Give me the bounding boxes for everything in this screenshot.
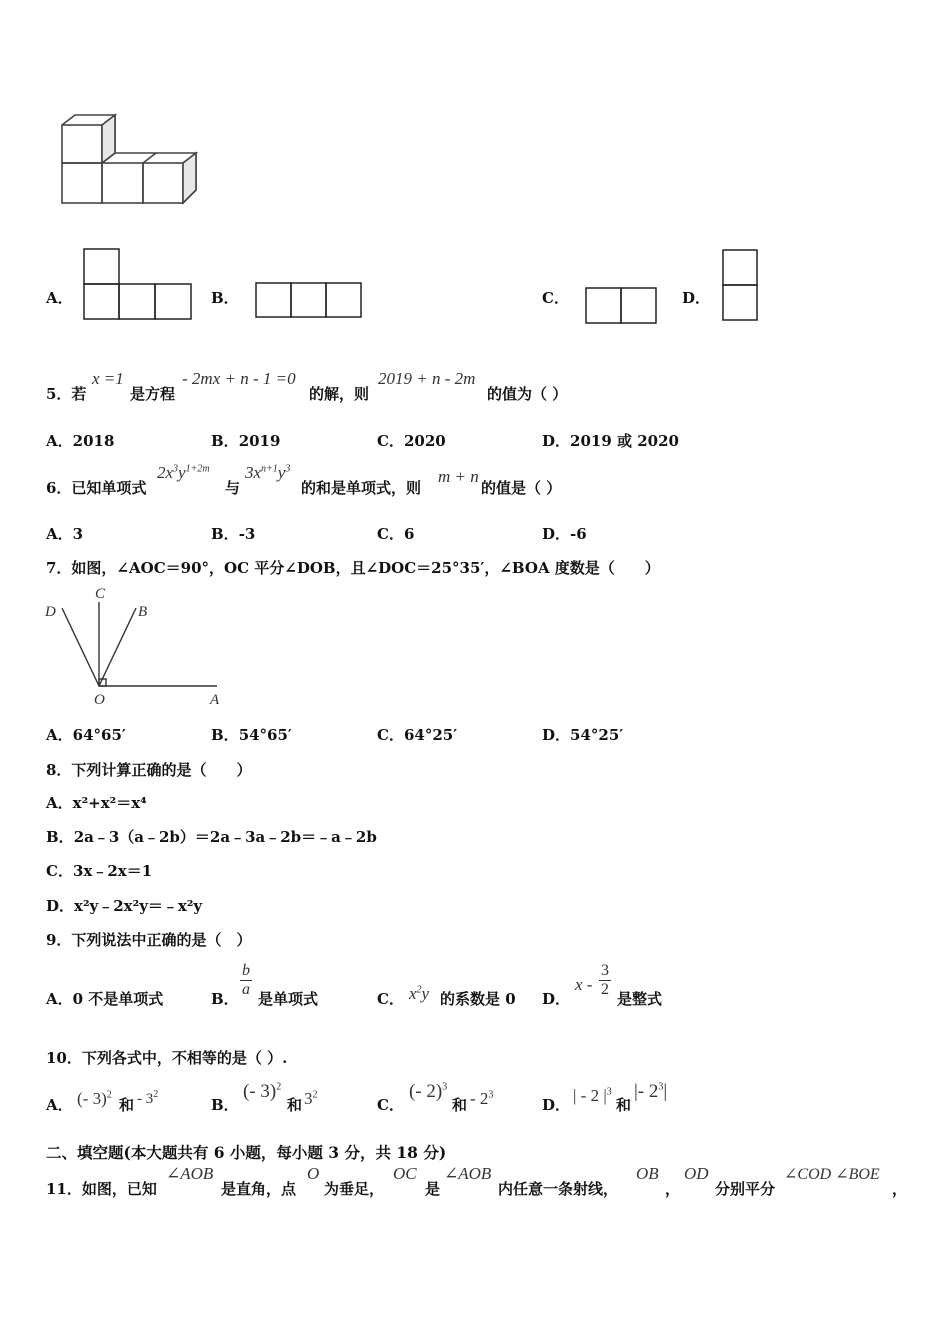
q10-option-b-and: 和 — [287, 1096, 303, 1114]
label-o: O — [94, 692, 105, 708]
q11-t2: 为垂足， — [324, 1180, 385, 1198]
q6-monomial-1: $2x^3y^{1+2m}$ — [157, 463, 210, 482]
option-value: 2020 — [403, 432, 446, 450]
q4-option-a-label[interactable]: A． — [46, 289, 73, 307]
q7-option-d[interactable]: D．54°25′ — [542, 726, 624, 744]
q11-e1: ∠AOB — [166, 1164, 214, 1183]
q10-option-c-and: 和 — [452, 1096, 468, 1114]
q6-text1: 与 — [225, 479, 241, 497]
q5-text1: 是方程 — [130, 385, 176, 403]
q6-monomial-2: $3x^{n+1}y^3$ — [245, 463, 291, 482]
option-value: 2019 或 2020 — [570, 432, 679, 450]
q10-option-a-and: 和 — [119, 1096, 135, 1114]
q4-option-d-figure[interactable] — [722, 249, 760, 323]
label-d: D — [45, 604, 56, 620]
option-label: C． — [377, 432, 404, 450]
q5-option-d[interactable] — [542, 430, 679, 451]
q11-e7: ∠COD ∠BOE — [784, 1166, 880, 1183]
q5-expr2: - 2mx + n - 1 =0 — [182, 369, 296, 388]
q9-option-d-math: x - — [575, 975, 593, 994]
q9-option-a[interactable]: A．0 不是单项式 — [46, 990, 164, 1008]
q7-text: 7．如图，∠AOC＝90°，OC 平分∠DOB，且∠DOC＝25°35′，∠BOA 度数是（ ） — [46, 559, 660, 577]
q7-angle-figure — [42, 584, 232, 709]
q11-t4: 内任意一条射线， — [498, 1180, 619, 1198]
q4-option-c-figure[interactable] — [585, 287, 659, 325]
q4-option-b-label[interactable]: B． — [211, 289, 239, 307]
q11-e5: OB — [636, 1164, 659, 1183]
q10-option-c-label[interactable]: C． — [377, 1096, 404, 1114]
q9-option-b-label[interactable]: B． — [211, 990, 239, 1008]
q7-option-c[interactable]: C．64°25′ — [377, 726, 458, 744]
q4-option-a-figure[interactable] — [83, 248, 193, 322]
q6-option-b[interactable]: B．-3 — [211, 525, 256, 543]
cube-solid-figure — [55, 110, 205, 210]
q6-number: 6．已知单项式 — [46, 479, 147, 497]
q11-t6: 分别平分 — [715, 1180, 776, 1198]
q10-option-b-right: $3^2$ — [304, 1089, 318, 1108]
q8-text: 8．下列计算正确的是（ ） — [46, 761, 252, 779]
q9-option-d-label[interactable]: D． — [542, 990, 571, 1008]
q10-option-a-label[interactable]: A． — [46, 1096, 73, 1114]
q10-option-d-and: 和 — [616, 1096, 632, 1114]
q5-option-c[interactable] — [377, 430, 446, 451]
q8-option-d[interactable]: D．x²y﹣2x²y＝﹣x²y — [46, 897, 203, 915]
option-label: A． — [46, 432, 73, 450]
q4-option-c-label[interactable]: C． — [542, 289, 569, 307]
q7-option-b[interactable]: B．54°65′ — [211, 726, 292, 744]
q4-option-b-figure[interactable] — [255, 282, 365, 320]
q6-expr: m + n — [438, 467, 479, 486]
q11-t5: ， — [665, 1180, 681, 1198]
q10-option-a-right: - $3^2$ — [137, 1089, 159, 1107]
q5-option-b[interactable] — [211, 430, 280, 451]
q9-option-b-fraction: $\frac{b}{a}$ — [242, 962, 250, 998]
q10-option-d-label[interactable]: D． — [542, 1096, 571, 1114]
q6-option-c[interactable]: C．6 — [377, 525, 415, 543]
q4-option-d-label[interactable]: D． — [682, 289, 711, 307]
q10-option-d-right: |- $2^3|$ — [634, 1081, 668, 1102]
q9-text: 9．下列说法中正确的是（ ） — [46, 931, 252, 949]
option-value: 2018 — [72, 432, 115, 450]
section-2-title: 二、填空题(本大题共有 6 小题，每小题 3 分，共 18 分) — [46, 1143, 447, 1162]
q9-option-c-text: 的系数是 0 — [440, 990, 516, 1008]
q6-text3: 的值是（ ） — [481, 479, 562, 497]
q11-e6: OD — [684, 1164, 709, 1183]
q9-option-c-label[interactable]: C． — [377, 990, 404, 1008]
q10-option-c-right: - $2^3$ — [470, 1089, 494, 1108]
q9-option-c-math: $x^2y$ — [409, 984, 430, 1003]
q11-e3: OC — [393, 1164, 417, 1183]
q9-option-d-fraction: $\frac{3}{2}$ — [601, 962, 609, 998]
q9-option-d-text: 是整式 — [617, 990, 663, 1008]
q8-option-a[interactable]: A．x²+x²＝x⁴ — [46, 794, 147, 812]
q6-text2: 的和是单项式，则 — [301, 479, 422, 497]
q10-option-b-left: (- 3)$^2$ — [243, 1081, 282, 1102]
q10-option-d-left: | - 2 $|^3$ — [573, 1086, 612, 1105]
q8-option-b[interactable]: B．2a﹣3（a﹣2b）＝2a﹣3a﹣2b＝﹣a﹣2b — [46, 828, 377, 846]
option-value: 2019 — [238, 432, 281, 450]
q11-number: 11．如图，已知 — [46, 1180, 157, 1198]
q11-e4: ∠AOB — [444, 1164, 492, 1183]
option-label: B． — [211, 432, 239, 450]
q5-option-a[interactable] — [46, 430, 114, 451]
q8-option-c[interactable]: C．3x﹣2x＝1 — [46, 862, 153, 880]
q10-option-b-label[interactable]: B． — [211, 1096, 239, 1114]
q5-expr1: x =1 — [92, 369, 124, 388]
q10-option-c-left: (- 2)$^3$ — [409, 1081, 448, 1102]
q9-option-b-text: 是单项式 — [258, 990, 319, 1008]
label-a: A — [210, 692, 220, 708]
q5-text2: 的解，则 — [309, 385, 370, 403]
q11-e2: O — [307, 1164, 320, 1183]
q5-expr3: 2019 + n - 2m — [378, 369, 476, 388]
q11-t1: 是直角，点 — [221, 1180, 297, 1198]
option-label: D． — [542, 432, 571, 450]
q10-text: 10．下列各式中，不相等的是（ ）. — [46, 1049, 288, 1067]
label-c: C — [95, 586, 106, 602]
q10-option-a-left: (- 3)$^2$ — [77, 1089, 112, 1108]
q11-t7: ， — [892, 1180, 908, 1198]
q5-text3: 的值为（ ） — [487, 385, 568, 403]
q11-t3: 是 — [425, 1180, 441, 1198]
q6-option-d[interactable]: D．-6 — [542, 525, 587, 543]
q5-number: 5．若 — [46, 385, 87, 403]
q6-option-a[interactable]: A．3 — [46, 525, 84, 543]
label-b: B — [138, 604, 148, 620]
q7-option-a[interactable]: A．64°65′ — [46, 726, 126, 744]
